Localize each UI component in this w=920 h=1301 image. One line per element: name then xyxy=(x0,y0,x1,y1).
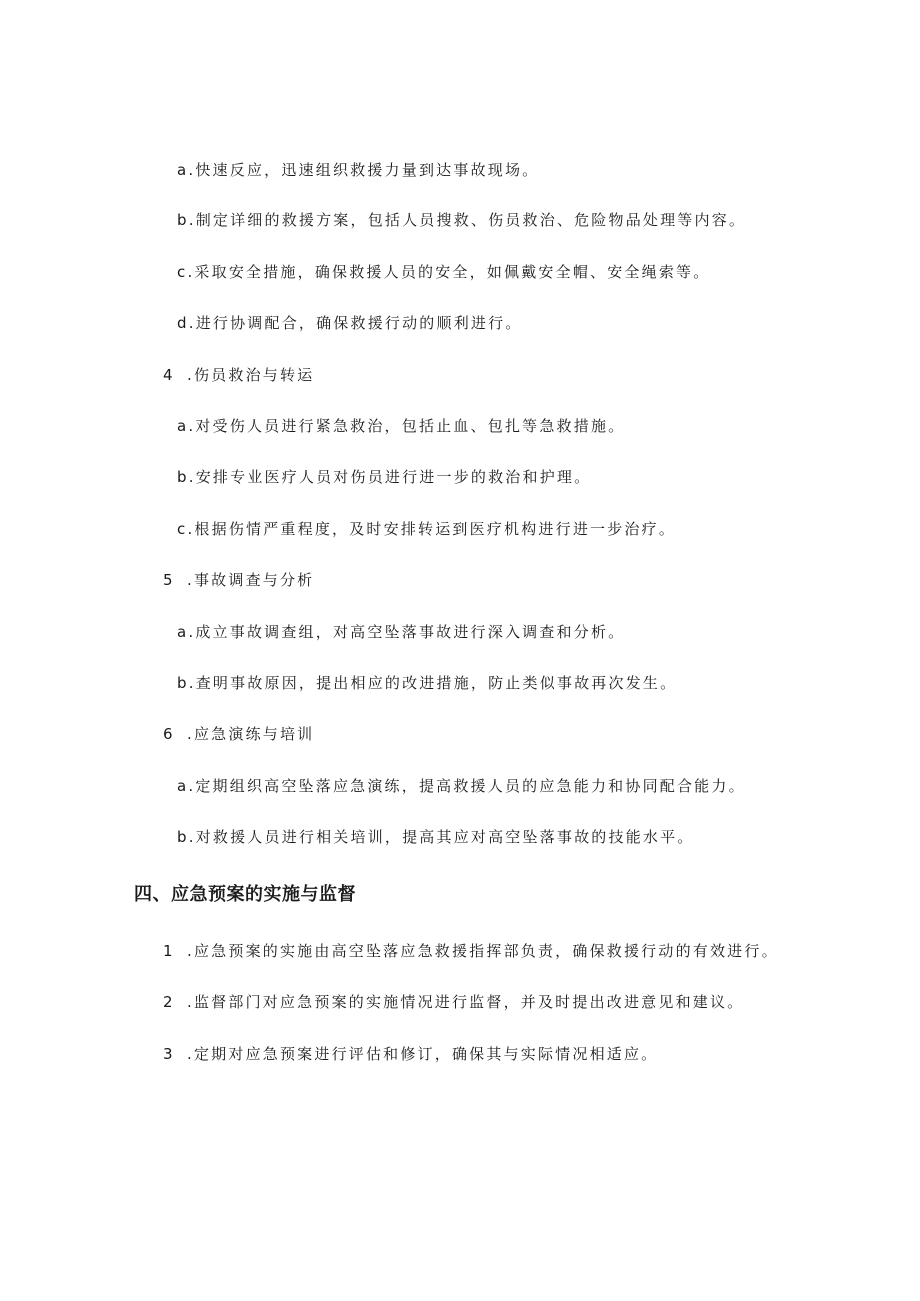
point-number: 1 xyxy=(163,942,173,960)
sub-item-b: b.查明事故原因，提出相应的改进措施，防止类似事故再次发生。 xyxy=(177,674,678,692)
section4-point-1 xyxy=(163,941,779,961)
sub-item-a: a.对受伤人员进行紧急救治，包括止血、包扎等急救措施。 xyxy=(177,417,626,435)
point-number: 3 xyxy=(163,1045,173,1063)
point-text: .定期对应急预案进行评估和修订，确保其与实际情况相适应。 xyxy=(187,1045,659,1063)
point-number: 2 xyxy=(163,993,173,1011)
item-title: .应急演练与培训 xyxy=(187,725,315,743)
sub-item-b: b.对救援人员进行相关培训，提高其应对高空坠落事故的技能水平。 xyxy=(177,828,695,846)
sub-item-b: b.制定详细的救援方案，包括人员搜救、伤员救治、危险物品处理等内容。 xyxy=(177,211,747,229)
numbered-item-4 xyxy=(163,365,314,385)
section-heading: 四、应急预案的实施与监督 xyxy=(134,884,356,905)
sub-item-d: d.进行协调配合，确保救援行动的顺利进行。 xyxy=(177,314,523,332)
section4-point-3 xyxy=(163,1044,658,1064)
sub-item-a: a.快速反应，迅速组织救援力量到达事故现场。 xyxy=(177,161,540,179)
sub-item-b: b.安排专业医疗人员对伤员进行进一步的救治和护理。 xyxy=(177,468,592,486)
point-text: .监督部门对应急预案的实施情况进行监督，并及时提出改进意见和建议。 xyxy=(187,993,745,1011)
item-number: 5 xyxy=(163,571,173,589)
item-number: 4 xyxy=(163,366,173,384)
numbered-item-5 xyxy=(163,570,314,590)
sub-item-c: c.采取安全措施，确保救援人员的安全，如佩戴安全帽、安全绳索等。 xyxy=(177,263,711,281)
item-number: 6 xyxy=(163,725,173,743)
section4-point-2 xyxy=(163,992,744,1012)
item-title: .伤员救治与转运 xyxy=(187,366,315,384)
point-text: .应急预案的实施由高空坠落应急救援指挥部负责，确保救援行动的有效进行。 xyxy=(187,942,779,960)
sub-item-c: c.根据伤情严重程度，及时安排转运到医疗机构进行进一步治疗。 xyxy=(177,520,677,538)
sub-item-a: a.成立事故调查组，对高空坠落事故进行深入调查和分析。 xyxy=(177,623,626,641)
numbered-item-6 xyxy=(163,724,314,744)
sub-item-a: a.定期组织高空坠落应急演练，提高救援人员的应急能力和协同配合能力。 xyxy=(177,777,746,795)
item-title: .事故调查与分析 xyxy=(187,571,315,589)
